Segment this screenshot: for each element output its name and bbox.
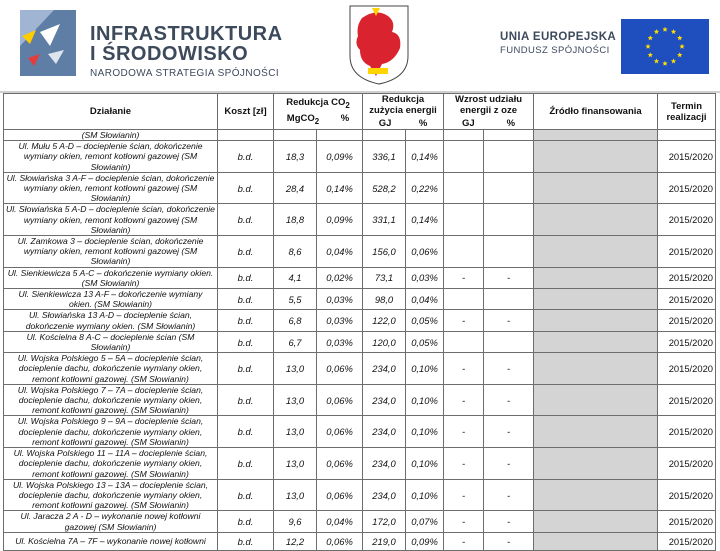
row-term: 2015/2020	[658, 236, 716, 268]
row-energy-gj: 172,0	[363, 511, 406, 532]
eu-text	[500, 31, 616, 56]
table-row	[4, 532, 716, 550]
row-energy-pct: 0,10%	[406, 416, 444, 448]
measures-table	[3, 93, 716, 551]
row-term: 2015/2020	[658, 331, 716, 352]
row-co2-pct: 0,04%	[317, 236, 363, 268]
row-action: Ul. Wojska Polskiego 13 – 13A – docieplenie ścian, docieplenie dachu, dokończenie wymiany okien, remont kotłowni gazowej. (SM Słowianin)	[4, 479, 218, 511]
row-cost: b.d.	[218, 384, 274, 416]
row-source	[534, 267, 658, 288]
row-cost: b.d.	[218, 236, 274, 268]
row-oze-gj	[444, 331, 484, 352]
row-source	[534, 204, 658, 236]
row-co2: 13,0	[274, 448, 317, 480]
row-action: (SM Słowianin)	[4, 130, 218, 141]
table-row	[4, 204, 716, 236]
row-energy-pct	[406, 130, 444, 141]
row-energy-gj: 156,0	[363, 236, 406, 268]
row-action: Ul. Mułu 5 A-D – docieplenie ścian, dokończenie wymiany okien, remont kotłowni gazowej (SM Słowianin)	[4, 141, 218, 173]
row-energy-pct: 0,05%	[406, 331, 444, 352]
row-co2: 13,0	[274, 479, 317, 511]
row-energy-pct: 0,10%	[406, 353, 444, 385]
table-row	[4, 331, 716, 352]
row-source	[534, 130, 658, 141]
row-energy-gj: 234,0	[363, 448, 406, 480]
griffin-crest-icon	[346, 4, 412, 86]
table-row	[4, 267, 716, 288]
eu-flag-icon	[621, 19, 709, 74]
row-oze-gj	[444, 141, 484, 173]
infrastruktura-logo-icon	[14, 6, 84, 78]
row-source	[534, 384, 658, 416]
row-oze-gj: -	[444, 511, 484, 532]
header-co2-label: Redukcja CO	[286, 96, 346, 108]
row-co2: 4,1	[274, 267, 317, 288]
row-source	[534, 353, 658, 385]
row-action: Ul. Wojska Polskiego 7 – 7A – docieplenie ścian, docieplenie dachu, dokończenie wymiany okien, remont kotłowni gazowej. (SM Słowianin)	[4, 384, 218, 416]
header-oze	[444, 94, 534, 130]
row-energy-pct: 0,04%	[406, 289, 444, 310]
table-row	[4, 130, 716, 141]
row-energy-gj: 331,1	[363, 204, 406, 236]
table-row	[4, 236, 716, 268]
row-energy-gj: 122,0	[363, 310, 406, 331]
header-co2	[274, 94, 363, 130]
row-cost: b.d.	[218, 267, 274, 288]
row-co2: 12,2	[274, 532, 317, 550]
row-cost: b.d.	[218, 532, 274, 550]
header-energy-unit2: %	[418, 118, 428, 129]
row-term: 2015/2020	[658, 448, 716, 480]
row-co2-pct	[317, 130, 363, 141]
header-oze-unit2: %	[506, 118, 516, 129]
row-term: 2015/2020	[658, 479, 716, 511]
header-co2-sub: 2	[345, 100, 350, 110]
row-oze-gj: -	[444, 353, 484, 385]
row-oze-gj	[444, 130, 484, 141]
row-cost: b.d.	[218, 479, 274, 511]
row-energy-pct: 0,06%	[406, 236, 444, 268]
header-source: Źródło finansowania	[534, 94, 658, 130]
row-term: 2015/2020	[658, 511, 716, 532]
row-cost: b.d.	[218, 289, 274, 310]
table-row	[4, 448, 716, 480]
row-energy-gj: 234,0	[363, 384, 406, 416]
row-source	[534, 511, 658, 532]
row-action: Ul. Słowiańska 13 A-D – docieplenie ścian, dokończenie wymiany okien. (SM Słowianin)	[4, 310, 218, 331]
table-row	[4, 172, 716, 204]
row-source	[534, 172, 658, 204]
header-action: Działanie	[4, 94, 218, 130]
row-energy-gj: 234,0	[363, 353, 406, 385]
row-cost: b.d.	[218, 204, 274, 236]
header-co2-unit1: MgCO$_2$	[286, 112, 320, 126]
row-oze-pct	[484, 204, 534, 236]
row-energy-gj: 336,1	[363, 141, 406, 173]
header-co2-unit2: %	[340, 112, 350, 124]
row-co2: 13,0	[274, 353, 317, 385]
row-term: 2015/2020	[658, 384, 716, 416]
header-term: Termin realizacji	[658, 94, 716, 130]
row-co2: 8,6	[274, 236, 317, 268]
row-co2-pct: 0,06%	[317, 353, 363, 385]
header	[0, 0, 720, 90]
header-oze-label: Wzrost udziału energii z oze	[455, 94, 523, 116]
row-action: Ul. Zamkowa 3 – docieplenie ścian, dokończenie wymiany okien, remont kotłowni gazowej (SM Słowianin)	[4, 236, 218, 268]
row-cost: b.d.	[218, 331, 274, 352]
row-co2: 13,0	[274, 384, 317, 416]
row-cost: b.d.	[218, 172, 274, 204]
row-energy-gj: 98,0	[363, 289, 406, 310]
row-term: 2015/2020	[658, 172, 716, 204]
row-energy-gj: 120,0	[363, 331, 406, 352]
row-energy-gj: 528,2	[363, 172, 406, 204]
row-oze-pct	[484, 331, 534, 352]
row-cost: b.d.	[218, 448, 274, 480]
row-oze-pct: -	[484, 479, 534, 511]
row-cost: b.d.	[218, 353, 274, 385]
row-source	[534, 310, 658, 331]
row-oze-gj	[444, 204, 484, 236]
table-wrapper	[0, 93, 720, 547]
row-co2-pct: 0,03%	[317, 331, 363, 352]
row-oze-pct: -	[484, 416, 534, 448]
row-co2: 18,3	[274, 141, 317, 173]
row-oze-pct: -	[484, 353, 534, 385]
row-source	[534, 236, 658, 268]
row-co2-pct: 0,09%	[317, 204, 363, 236]
table-row	[4, 511, 716, 532]
row-co2: 13,0	[274, 416, 317, 448]
row-oze-pct: -	[484, 384, 534, 416]
row-action: Ul. Jaracza 2 A - D – wykonanie nowej kotłowni gazowej (SM Słowianin)	[4, 511, 218, 532]
program-title-line2: I ŚRODOWISKO	[90, 43, 249, 65]
row-energy-pct: 0,03%	[406, 267, 444, 288]
row-oze-pct	[484, 130, 534, 141]
row-action: Ul. Sienkiewicza 13 A-F – dokończenie wymiany okien. (SM Słowianin)	[4, 289, 218, 310]
row-energy-gj: 234,0	[363, 479, 406, 511]
row-co2-pct: 0,03%	[317, 310, 363, 331]
row-co2: 5,5	[274, 289, 317, 310]
eu-line2: FUNDUSZ SPÓJNOŚCI	[500, 45, 610, 56]
row-oze-gj: -	[444, 448, 484, 480]
row-co2-pct: 0,14%	[317, 172, 363, 204]
row-source	[534, 479, 658, 511]
eu-line1: UNIA EUROPEJSKA	[500, 31, 617, 43]
row-oze-pct: -	[484, 532, 534, 550]
row-co2-pct: 0,06%	[317, 416, 363, 448]
row-co2-pct: 0,06%	[317, 448, 363, 480]
row-oze-pct: -	[484, 310, 534, 331]
row-co2: 6,7	[274, 331, 317, 352]
header-energy-label: Redukcja zużycia energii	[369, 94, 437, 116]
row-co2: 18,8	[274, 204, 317, 236]
row-oze-gj: -	[444, 267, 484, 288]
table-header-row	[4, 94, 716, 130]
row-oze-gj: -	[444, 416, 484, 448]
row-cost: b.d.	[218, 310, 274, 331]
row-energy-pct: 0,09%	[406, 532, 444, 550]
row-co2-pct: 0,02%	[317, 267, 363, 288]
header-energy-unit1: GJ	[378, 118, 392, 129]
row-oze-pct	[484, 141, 534, 173]
row-oze-gj: -	[444, 384, 484, 416]
row-co2-pct: 0,06%	[317, 479, 363, 511]
row-term: 2015/2020	[658, 204, 716, 236]
table-row	[4, 353, 716, 385]
program-title	[90, 24, 283, 64]
header-cost: Koszt [zł]	[218, 94, 274, 130]
row-oze-gj: -	[444, 532, 484, 550]
row-source	[534, 289, 658, 310]
row-oze-pct	[484, 289, 534, 310]
row-co2-pct: 0,04%	[317, 511, 363, 532]
row-cost: b.d.	[218, 141, 274, 173]
row-energy-pct: 0,14%	[406, 141, 444, 173]
table-row	[4, 310, 716, 331]
row-source	[534, 141, 658, 173]
row-energy-gj: 234,0	[363, 416, 406, 448]
row-co2: 6,8	[274, 310, 317, 331]
row-action: Ul. Kościelna 7A – 7F – wykonanie nowej kotłowni	[4, 532, 218, 550]
row-term: 2015/2020	[658, 532, 716, 550]
program-title-line1: INFRASTRUKTURA	[90, 23, 283, 45]
row-oze-pct	[484, 172, 534, 204]
row-action: Ul. Sienkiewicza 5 A-C – dokończenie wymiany okien. (SM Słowianin)	[4, 267, 218, 288]
row-energy-gj: 73,1	[363, 267, 406, 288]
program-subtitle: NARODOWA STRATEGIA SPÓJNOŚCI	[90, 68, 280, 79]
row-energy-gj	[363, 130, 406, 141]
row-oze-gj	[444, 172, 484, 204]
row-co2-pct: 0,06%	[317, 384, 363, 416]
row-oze-pct: -	[484, 511, 534, 532]
row-term: 2015/2020	[658, 353, 716, 385]
row-co2: 9,6	[274, 511, 317, 532]
row-oze-gj	[444, 236, 484, 268]
row-energy-gj: 219,0	[363, 532, 406, 550]
table-row	[4, 479, 716, 511]
row-oze-gj: -	[444, 479, 484, 511]
row-source	[534, 448, 658, 480]
row-oze-pct	[484, 236, 534, 268]
row-term	[658, 130, 716, 141]
row-source	[534, 331, 658, 352]
row-action: Ul. Słowiańska 5 A-D – docieplenie ścian, dokończenie wymiany okien, remont kotłowni gazowej (SM Słowianin)	[4, 204, 218, 236]
row-energy-pct: 0,10%	[406, 479, 444, 511]
row-action: Ul. Wojska Polskiego 11 – 11A – docieplenie ścian, docieplenie dachu, dokończenie wymiany okien, remont kotłowni gazowej. (SM Słowianin)	[4, 448, 218, 480]
row-energy-pct: 0,14%	[406, 204, 444, 236]
row-term: 2015/2020	[658, 310, 716, 331]
row-term: 2015/2020	[658, 289, 716, 310]
row-energy-pct: 0,22%	[406, 172, 444, 204]
row-source	[534, 532, 658, 550]
row-action: Ul. Wojska Polskiego 5 – 5A – docieplenie ścian, docieplenie dachu, dokończenie wymiany okien, remont kotłowni gazowej. (SM Słowianin)	[4, 353, 218, 385]
header-oze-unit1: GJ	[461, 118, 475, 129]
table-row	[4, 384, 716, 416]
row-term: 2015/2020	[658, 267, 716, 288]
row-oze-pct: -	[484, 267, 534, 288]
table-row	[4, 289, 716, 310]
header-energy	[363, 94, 444, 130]
row-co2-pct: 0,03%	[317, 289, 363, 310]
row-action: Ul. Słowiańska 3 A-F – docieplenie ścian, dokończenie wymiany okien, remont kotłowni gazowej (SM Słowianin)	[4, 172, 218, 204]
row-oze-gj	[444, 289, 484, 310]
row-energy-pct: 0,07%	[406, 511, 444, 532]
row-energy-pct: 0,10%	[406, 448, 444, 480]
row-action: Ul. Kościelna 8 A-C – docieplenie ścian (SM Słowianin)	[4, 331, 218, 352]
table-body	[4, 130, 716, 551]
row-cost: b.d.	[218, 416, 274, 448]
row-cost: b.d.	[218, 511, 274, 532]
row-energy-pct: 0,10%	[406, 384, 444, 416]
row-co2-pct: 0,09%	[317, 141, 363, 173]
row-action: Ul. Wojska Polskiego 9 – 9A – docieplenie ścian, docieplenie dachu, dokończenie wymiany okien, remont kotłowni gazowej. (SM Słowianin)	[4, 416, 218, 448]
row-cost	[218, 130, 274, 141]
table-row	[4, 416, 716, 448]
row-energy-pct: 0,05%	[406, 310, 444, 331]
row-oze-pct: -	[484, 448, 534, 480]
row-co2-pct: 0,06%	[317, 532, 363, 550]
table-row	[4, 141, 716, 173]
row-source	[534, 416, 658, 448]
row-co2: 28,4	[274, 172, 317, 204]
row-term: 2015/2020	[658, 141, 716, 173]
row-oze-gj: -	[444, 310, 484, 331]
row-co2	[274, 130, 317, 141]
row-term: 2015/2020	[658, 416, 716, 448]
